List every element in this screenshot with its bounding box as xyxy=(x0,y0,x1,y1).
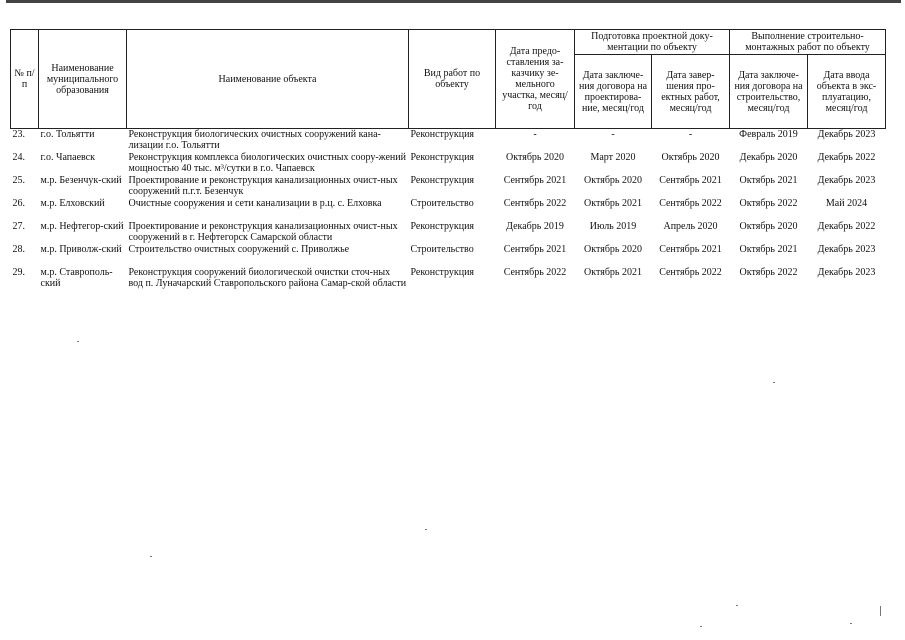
objects-schedule-table xyxy=(10,29,886,301)
cell-municipality: г.о. Тольятти xyxy=(40,129,95,140)
cell-commission-date: Декабрь 2022 xyxy=(817,220,876,232)
header-commission-date: Дата ввода объекта в экс-плуатацию, месяц/год xyxy=(808,55,886,129)
table-row xyxy=(11,221,886,244)
table-row xyxy=(11,267,886,301)
cell-no: 27. xyxy=(12,220,25,232)
cell-design-finish: Сентябрь 2022 xyxy=(659,197,722,209)
scan-speck xyxy=(425,529,427,530)
scan-speck xyxy=(850,623,852,624)
cell-land-date: - xyxy=(533,129,537,140)
cell-land-date: Сентябрь 2021 xyxy=(503,174,567,186)
cell-land-date: Сентябрь 2022 xyxy=(503,197,567,209)
cell-work-type: Реконструкция xyxy=(410,174,475,186)
header-object: Наименование объекта xyxy=(127,30,409,129)
table-row xyxy=(11,129,886,152)
table-row xyxy=(11,244,886,267)
cell-build-contract: Декабрь 2020 xyxy=(739,151,798,163)
table-header xyxy=(11,30,886,129)
scan-speck xyxy=(700,626,702,627)
cell-design-contract: Октябрь 2020 xyxy=(584,174,642,186)
table-row xyxy=(11,152,886,175)
cell-build-contract: Октябрь 2022 xyxy=(739,197,798,209)
header-build-group: Выполнение строительно-монтажных работ по объекту xyxy=(730,30,886,55)
cell-design-contract: - xyxy=(611,129,615,140)
cell-work-type: Строительство xyxy=(410,197,474,209)
cell-municipality: м.р. Елховский xyxy=(40,197,105,209)
cell-work-type: Реконструкция xyxy=(410,151,475,163)
header-design-group: Подготовка проектной доку-ментации по объекту xyxy=(575,30,730,55)
cell-no: 26. xyxy=(12,197,25,209)
cell-build-contract: Октябрь 2021 xyxy=(739,174,798,186)
cell-object: Реконструкция комплекса биологических очистных соору-жений мощностью 40 тыс. м³/сутки в г.о. Чапаевск xyxy=(128,151,406,174)
top-border-line xyxy=(6,0,901,3)
cell-object: Проектирование и реконструкция канализационных очист-ных сооружений в г. Нефтегорск Самарской области xyxy=(128,220,398,243)
cell-work-type: Реконструкция xyxy=(410,220,475,232)
cell-build-contract: Февраль 2019 xyxy=(739,129,798,140)
cell-land-date: Сентябрь 2022 xyxy=(503,266,567,278)
header-no: № п/п xyxy=(11,30,39,129)
cell-design-contract: Октябрь 2021 xyxy=(584,197,642,209)
cell-no: 29. xyxy=(12,266,25,278)
cell-design-finish: Сентябрь 2022 xyxy=(659,266,722,278)
cell-no: 25. xyxy=(12,174,25,186)
header-land-date: Дата предо-ставления за-казчику зе-мельного участка, месяц/год xyxy=(496,30,575,129)
cell-work-type: Строительство xyxy=(410,243,474,255)
cell-land-date: Октябрь 2020 xyxy=(506,151,564,163)
cell-work-type: Реконструкция xyxy=(410,266,475,278)
table-body xyxy=(11,129,886,301)
scan-speck xyxy=(150,556,152,557)
cell-object: Строительство очистных сооружений с. Приволжье xyxy=(128,243,350,255)
cell-object: Очистные сооружения и сети канализации в р.ц. с. Елховка xyxy=(128,197,382,209)
header-design-contract: Дата заключе-ния договора на проектирова-ние, месяц/год xyxy=(575,55,652,129)
cell-build-contract: Октябрь 2022 xyxy=(739,266,798,278)
cell-commission-date: Декабрь 2023 xyxy=(817,266,876,278)
cell-no: 24. xyxy=(12,151,25,163)
cell-design-finish: Октябрь 2020 xyxy=(661,151,720,163)
cell-design-contract: Октябрь 2020 xyxy=(584,243,642,255)
scan-speck xyxy=(773,382,775,383)
cell-build-contract: Октябрь 2020 xyxy=(739,220,798,232)
cell-commission-date: Декабрь 2023 xyxy=(817,129,876,140)
cell-work-type: Реконструкция xyxy=(410,129,475,140)
cell-municipality: м.р. Приволж-ский xyxy=(40,243,122,255)
cell-commission-date: Декабрь 2022 xyxy=(817,151,876,163)
cell-object: Реконструкция биологических очистных сооружений кана-лизации г.о. Тольятти xyxy=(128,129,381,151)
cell-land-date: Сентябрь 2021 xyxy=(503,243,567,255)
cell-no: 28. xyxy=(12,243,25,255)
cell-object: Проектирование и реконструкция канализационных очист-ных сооружений п.г.т. Безенчук xyxy=(128,174,398,197)
cell-commission-date: Декабрь 2023 xyxy=(817,174,876,186)
header-build-contract: Дата заключе-ния договора на строительство, месяц/год xyxy=(730,55,808,129)
table-row xyxy=(11,175,886,198)
header-work-type: Вид работ по объекту xyxy=(409,30,496,129)
cell-municipality: г.о. Чапаевск xyxy=(40,151,95,163)
scan-speck xyxy=(880,606,881,616)
document-table-sheet xyxy=(10,29,885,301)
table-row xyxy=(11,198,886,221)
cell-land-date: Декабрь 2019 xyxy=(506,220,564,232)
cell-design-contract: Март 2020 xyxy=(590,151,636,163)
cell-no: 23. xyxy=(12,129,25,140)
scan-speck xyxy=(736,605,738,606)
header-municipality: Наименование муниципального образования xyxy=(39,30,127,129)
cell-design-finish: Апрель 2020 xyxy=(663,220,718,232)
cell-design-finish: Сентябрь 2021 xyxy=(659,243,722,255)
cell-design-contract: Октябрь 2021 xyxy=(584,266,642,278)
cell-design-finish: - xyxy=(688,129,693,140)
scan-speck xyxy=(77,341,79,342)
cell-commission-date: Декабрь 2023 xyxy=(817,243,876,255)
cell-municipality: м.р. Ставрополь-ский xyxy=(40,266,113,289)
cell-municipality: м.р. Нефтегор-ский xyxy=(40,220,124,232)
cell-commission-date: Май 2024 xyxy=(825,197,868,209)
cell-municipality: м.р. Безенчук-ский xyxy=(40,174,122,186)
cell-design-finish: Сентябрь 2021 xyxy=(659,174,722,186)
cell-build-contract: Октябрь 2021 xyxy=(739,243,798,255)
header-design-finish: Дата завер-шения про-ектных работ, месяц/год xyxy=(652,55,730,129)
cell-object: Реконструкция сооружений биологической очистки сточ-ных вод п. Луначарский Ставропольского района Самар-ской области xyxy=(128,266,407,289)
cell-design-contract: Июль 2019 xyxy=(589,220,637,232)
